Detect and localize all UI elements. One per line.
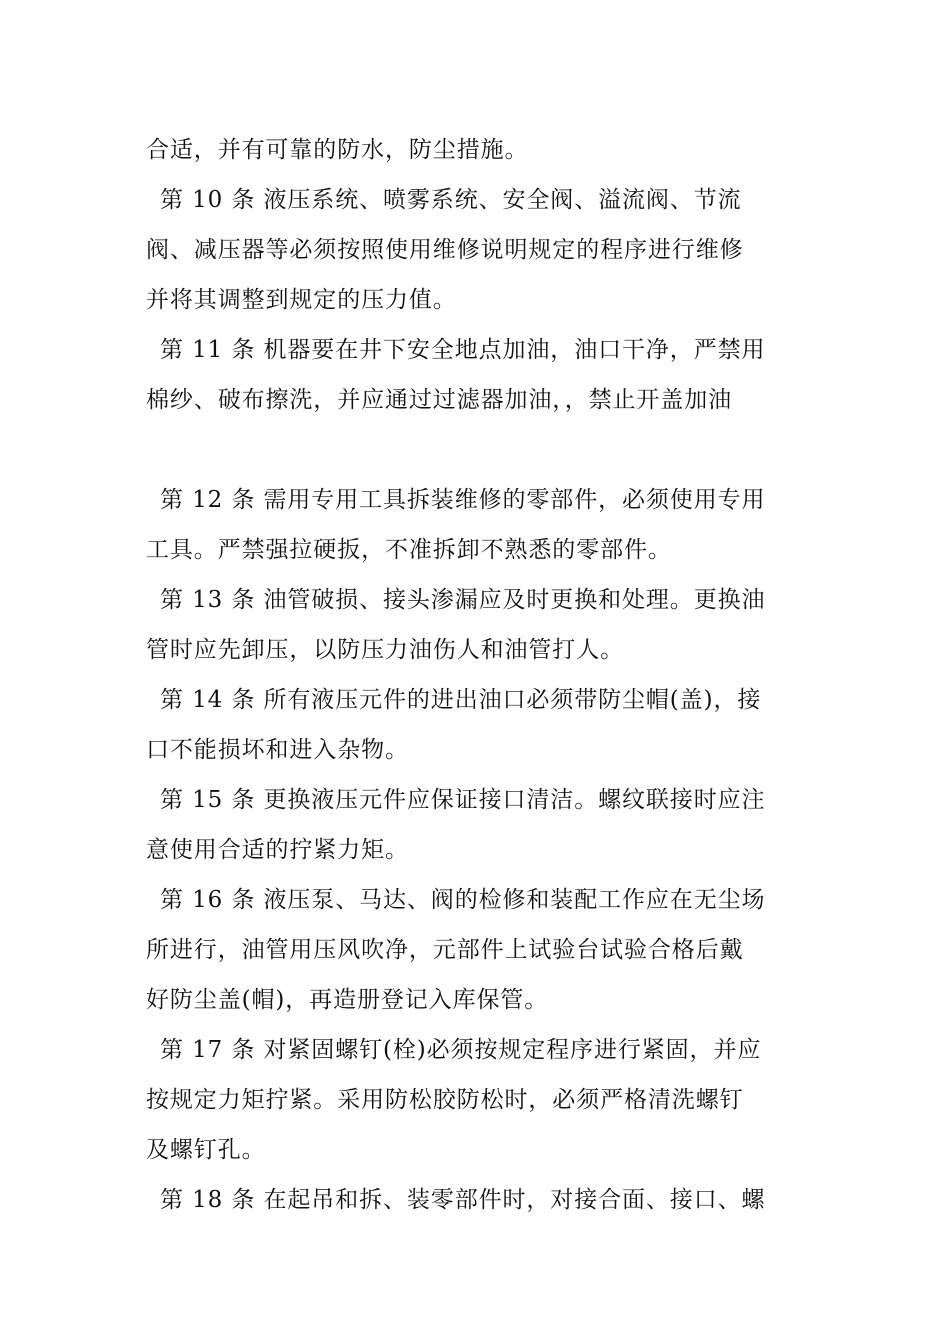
text-line: 管时应先卸压，以防压力油伤人和油管打人。: [146, 637, 624, 663]
text-line: 及螺钉孔。: [146, 1137, 266, 1163]
text-line: 棉纱、破布擦洗，并应通过过滤器加油，，禁止开盖加油: [146, 387, 732, 413]
article-17-heading-line: 第 17 条 对紧固螺钉(栓)必须按规定程序进行紧固，并应: [160, 1037, 762, 1063]
text-line: 口不能损坏和进入杂物。: [146, 737, 409, 763]
article-11-heading-line: 第 11 条 机器要在井下安全地点加油，油口干净，严禁用: [160, 337, 766, 363]
text-line: 意使用合适的拧紧力矩。: [146, 837, 409, 863]
article-13-heading-line: 第 13 条 油管破损、接头渗漏应及时更换和处理。更换油: [160, 587, 766, 613]
article-16-heading-line: 第 16 条 液压泵、马达、阀的检修和装配工作应在无尘场: [160, 887, 766, 913]
text-line: 并将其调整到规定的压力值。: [146, 287, 457, 313]
text-line: 好防尘盖(帽)，再造册登记入库保管。: [146, 987, 549, 1013]
article-10-heading-line: 第 10 条 液压系统、喷雾系统、安全阀、溢流阀、节流: [160, 187, 742, 213]
text-line: 所进行，油管用压风吹净，元部件上试验台试验合格后戴: [146, 937, 744, 963]
article-14-heading-line: 第 14 条 所有液压元件的进出油口必须带防尘帽(盖)，接: [160, 687, 762, 713]
text-line: 合适，并有可靠的防水，防尘措施。: [146, 137, 529, 163]
text-line: 工具。严禁强拉硬扳，不准拆卸不熟悉的零部件。: [146, 537, 672, 563]
text-line: 按规定力矩拧紧。采用防松胶防松时，必须严格清洗螺钉: [146, 1087, 744, 1113]
article-18-heading-line: 第 18 条 在起吊和拆、装零部件时，对接合面、接口、螺: [160, 1187, 766, 1213]
article-15-heading-line: 第 15 条 更换液压元件应保证接口清洁。螺纹联接时应注: [160, 787, 766, 813]
article-12-heading-line: 第 12 条 需用专用工具拆装维修的零部件，必须使用专用: [160, 487, 766, 513]
text-line: 阀、减压器等必须按照使用维修说明规定的程序进行维修: [146, 237, 744, 263]
